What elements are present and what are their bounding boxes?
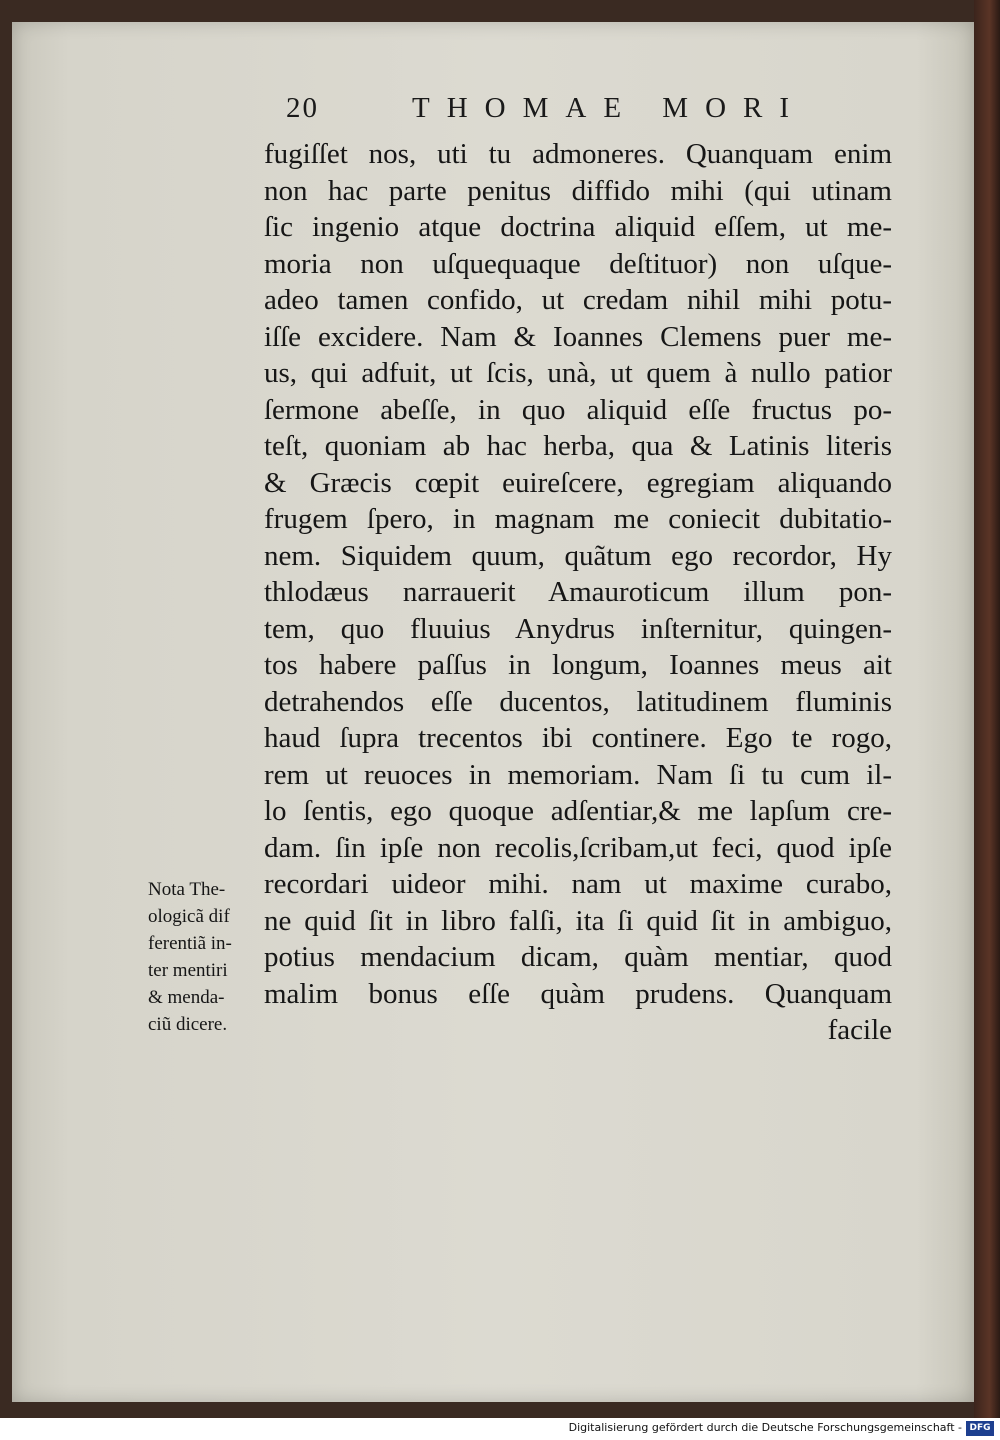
catchword: facile bbox=[827, 1014, 892, 1046]
marginal-line: ologicã dif bbox=[148, 906, 230, 927]
text-line: lo ſentis, ego quoque adſentiar,& me lapſum cre- bbox=[264, 795, 892, 827]
page-number: 20 bbox=[286, 92, 319, 124]
main-text bbox=[264, 136, 892, 1049]
marginal-line: ciũ dicere. bbox=[148, 1014, 228, 1035]
marginal-line: Nota The- bbox=[148, 879, 226, 900]
text-line: moria non uſquequaque deſtituor) non uſque- bbox=[264, 247, 892, 280]
marginal-line: ferentiã in- bbox=[148, 933, 232, 954]
page-header bbox=[286, 92, 886, 132]
text-line: iſſe excidere. Nam & Ioannes Clemens puer me- bbox=[264, 320, 892, 353]
text-line: ſic ingenio atque doctrina aliquid eſſem, ut me- bbox=[264, 211, 892, 243]
text-line: non hac parte penitus diffido mihi (qui utinam bbox=[264, 174, 892, 207]
text-line: malim bonus eſſe quàm prudens. Quanquam bbox=[264, 977, 892, 1010]
binding-edge bbox=[974, 0, 1000, 1418]
footer-bar bbox=[0, 1418, 1000, 1440]
text-line: adeo tamen confido, ut credam nihil mihi potu- bbox=[264, 284, 892, 316]
text-line: nem. Siquidem quum, quãtum ego recordor, Hy bbox=[264, 539, 892, 572]
text-line: us, qui adfuit, ut ſcis, unà, ut quem à nullo patior bbox=[264, 357, 892, 389]
marginal-note bbox=[148, 876, 260, 1038]
text-line: ne quid ſit in libro falſi, ita ſi quid ſit in ambiguo, bbox=[264, 904, 892, 937]
text-line: & Græcis cœpit euireſcere, egregiam aliquando bbox=[264, 466, 892, 499]
text-line: ſermone abeſſe, in quo aliquid eſſe fructus po- bbox=[264, 393, 892, 426]
text-line: tos habere paſſus in longum, Ioannes meus ait bbox=[264, 649, 892, 681]
text-line: potius mendacium dicam, quàm mentiar, quod bbox=[264, 941, 892, 973]
text-line: recordari uideor mihi. nam ut maxime curabo, bbox=[264, 868, 892, 900]
marginal-line: & menda- bbox=[148, 987, 225, 1008]
text-line: rem ut reuoces in memoriam. Nam ſi tu cum il- bbox=[264, 758, 892, 791]
text-line: detrahendos eſſe ducentos, latitudinem fluminis bbox=[264, 685, 892, 718]
text-line: thlodæus narrauerit Amauroticum illum pon- bbox=[264, 576, 892, 608]
funding-credit: Digitalisierung gefördert durch die Deutsche Forschungsgemeinschaft - bbox=[568, 1421, 962, 1434]
text-line: dam. ſin ipſe non recolis,ſcribam,ut feci, quod ipſe bbox=[264, 831, 892, 864]
running-title: THOMAE MORI bbox=[412, 92, 807, 124]
text-line: teſt, quoniam ab hac herba, qua & Latinis literis bbox=[264, 430, 892, 462]
text-line: frugem ſpero, in magnam me coniecit dubitatio- bbox=[264, 503, 892, 535]
marginal-line: ter mentiri bbox=[148, 960, 228, 981]
dfg-logo-icon: DFG bbox=[966, 1421, 994, 1436]
text-line: fugiſſet nos, uti tu admoneres. Quanquam enim bbox=[264, 138, 892, 170]
text-line: haud ſupra trecentos ibi continere. Ego te rogo, bbox=[264, 722, 892, 754]
text-line: tem, quo fluuius Anydrus inſternitur, quingen- bbox=[264, 612, 892, 645]
